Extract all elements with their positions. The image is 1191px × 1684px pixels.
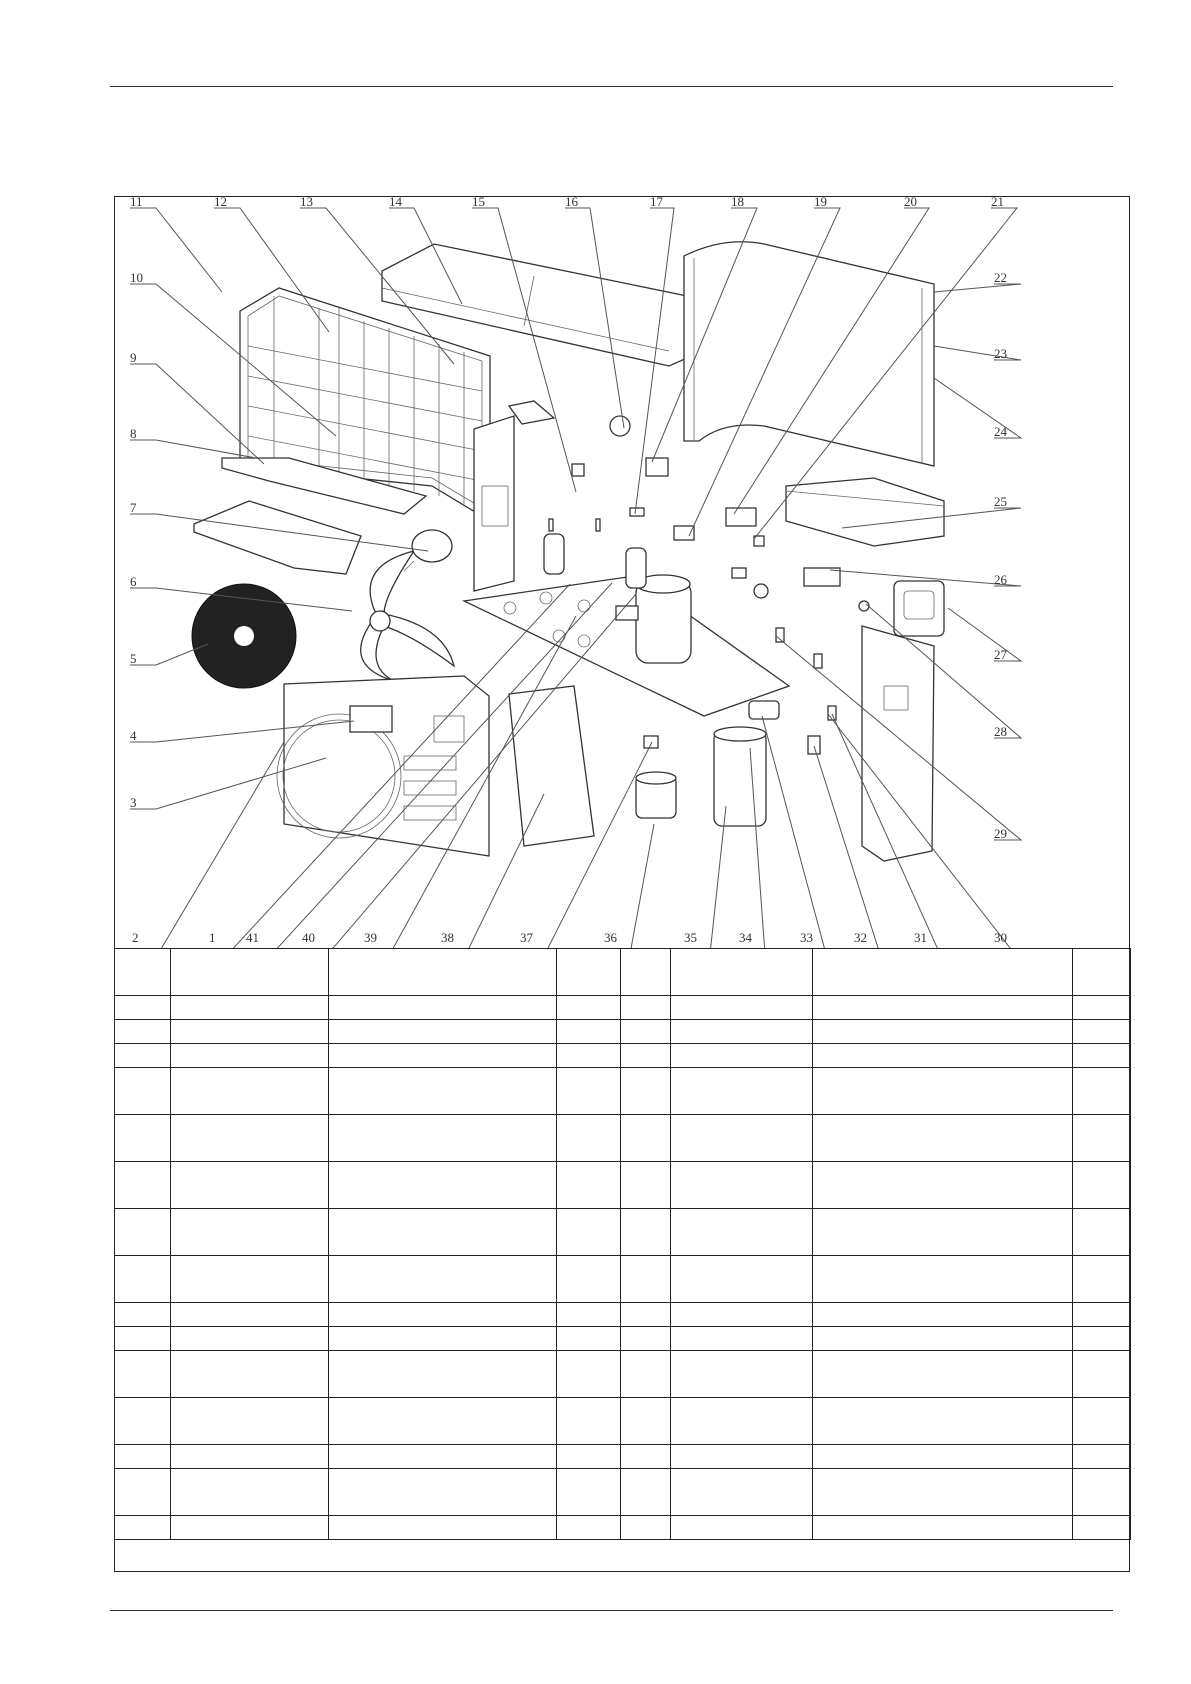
table-cell bbox=[1073, 1398, 1131, 1445]
table-cell bbox=[329, 1162, 557, 1209]
table-cell bbox=[557, 1209, 621, 1256]
table-cell bbox=[557, 1256, 621, 1303]
callout-18: 18 bbox=[731, 196, 744, 209]
table-cell bbox=[813, 1256, 1073, 1303]
callout-33: 33 bbox=[800, 930, 813, 945]
table-cell bbox=[557, 1327, 621, 1351]
table-cell bbox=[115, 1115, 171, 1162]
table-cell bbox=[671, 1303, 813, 1327]
callout-11: 11 bbox=[130, 196, 143, 209]
table-cell bbox=[557, 1044, 621, 1068]
table-cell bbox=[557, 1445, 621, 1469]
callout-40: 40 bbox=[302, 930, 315, 945]
table-cell bbox=[171, 1068, 329, 1115]
table-cell bbox=[329, 1445, 557, 1469]
callout-6: 6 bbox=[130, 574, 137, 589]
table-row bbox=[115, 1398, 1131, 1445]
table-cell bbox=[1073, 1020, 1131, 1044]
exploded-view-drawing bbox=[114, 196, 1130, 948]
callout-16: 16 bbox=[565, 196, 578, 209]
table-cell bbox=[813, 1303, 1073, 1327]
callout-21: 21 bbox=[991, 196, 1004, 209]
table-row bbox=[115, 1020, 1131, 1044]
header-rule bbox=[110, 86, 1113, 87]
table-cell bbox=[557, 1020, 621, 1044]
table-row bbox=[115, 1162, 1131, 1209]
callout-34: 34 bbox=[739, 930, 752, 945]
table-cell bbox=[329, 1209, 557, 1256]
callout-19: 19 bbox=[814, 196, 827, 209]
table-row bbox=[115, 1327, 1131, 1351]
table-cell bbox=[671, 1445, 813, 1469]
footer-rule bbox=[110, 1610, 1113, 1611]
table-cell bbox=[329, 1115, 557, 1162]
table-row bbox=[115, 949, 1131, 996]
callout-37: 37 bbox=[520, 930, 533, 945]
table-cell bbox=[171, 1398, 329, 1445]
table-cell bbox=[671, 1020, 813, 1044]
table-cell bbox=[621, 1256, 671, 1303]
table-cell bbox=[1073, 949, 1131, 996]
table-cell bbox=[115, 1445, 171, 1469]
table-cell bbox=[329, 1351, 557, 1398]
liquid-receiver bbox=[714, 701, 779, 826]
table-cell bbox=[329, 1020, 557, 1044]
table-cell bbox=[813, 1445, 1073, 1469]
table-cell bbox=[671, 1162, 813, 1209]
table-cell bbox=[557, 1398, 621, 1445]
table-cell bbox=[1073, 1469, 1131, 1516]
callout-31: 31 bbox=[914, 930, 927, 945]
callout-35: 35 bbox=[684, 930, 697, 945]
callout-5: 5 bbox=[130, 651, 137, 666]
table-row bbox=[115, 996, 1131, 1020]
table-cell bbox=[621, 1303, 671, 1327]
table-row bbox=[115, 1469, 1131, 1516]
table-cell bbox=[671, 1115, 813, 1162]
bottom-plate bbox=[194, 501, 361, 574]
table-row bbox=[115, 1516, 1131, 1540]
parts-list-table bbox=[114, 948, 1131, 1540]
table-cell bbox=[115, 1303, 171, 1327]
table-cell bbox=[171, 949, 329, 996]
table-cell bbox=[671, 1327, 813, 1351]
callout-27: 27 bbox=[994, 647, 1007, 662]
table-row bbox=[115, 1044, 1131, 1068]
callout-12: 12 bbox=[214, 196, 227, 209]
table-cell bbox=[329, 1068, 557, 1115]
callout-15: 15 bbox=[472, 196, 485, 209]
table-cell bbox=[557, 1303, 621, 1327]
table-cell bbox=[171, 1469, 329, 1516]
front-panel bbox=[277, 676, 489, 856]
table-cell bbox=[329, 1256, 557, 1303]
table-cell bbox=[813, 1469, 1073, 1516]
callout-39: 39 bbox=[364, 930, 377, 945]
table-cell bbox=[671, 1516, 813, 1540]
table-cell bbox=[671, 1068, 813, 1115]
table-cell bbox=[115, 949, 171, 996]
table-cell bbox=[557, 996, 621, 1020]
table-cell bbox=[671, 1469, 813, 1516]
table-cell bbox=[171, 996, 329, 1020]
callout-4: 4 bbox=[130, 728, 137, 743]
table-cell bbox=[115, 1256, 171, 1303]
callout-25: 25 bbox=[994, 494, 1007, 509]
table-cell bbox=[115, 1327, 171, 1351]
callout-26: 26 bbox=[994, 572, 1007, 587]
table-cell bbox=[115, 1044, 171, 1068]
callout-30: 30 bbox=[994, 930, 1007, 945]
table-cell bbox=[115, 1020, 171, 1044]
handle bbox=[894, 581, 944, 636]
electrical-box bbox=[786, 478, 944, 546]
table-cell bbox=[621, 1327, 671, 1351]
table-cell bbox=[813, 1115, 1073, 1162]
table-cell bbox=[1073, 996, 1131, 1020]
callout-41: 41 bbox=[246, 930, 259, 945]
table-cell bbox=[557, 1469, 621, 1516]
callout-36: 36 bbox=[604, 930, 617, 945]
table-cell bbox=[329, 1516, 557, 1540]
table-cell bbox=[813, 1327, 1073, 1351]
table-cell bbox=[813, 1516, 1073, 1540]
fan-blade bbox=[361, 551, 454, 681]
table-cell bbox=[115, 1398, 171, 1445]
table-row bbox=[115, 1445, 1131, 1469]
table-cell bbox=[1073, 1303, 1131, 1327]
table-cell bbox=[329, 1469, 557, 1516]
table-cell bbox=[171, 1162, 329, 1209]
table-cell bbox=[171, 1351, 329, 1398]
table-cell bbox=[1073, 1162, 1131, 1209]
callout-28: 28 bbox=[994, 724, 1007, 739]
table-cell bbox=[329, 1398, 557, 1445]
callout-1: 1 bbox=[209, 930, 216, 945]
table-cell bbox=[1073, 1209, 1131, 1256]
table-cell bbox=[621, 1469, 671, 1516]
table-cell bbox=[813, 996, 1073, 1020]
table-cell bbox=[671, 1044, 813, 1068]
callout-3: 3 bbox=[130, 795, 137, 810]
table-cell bbox=[813, 1044, 1073, 1068]
callout-17: 17 bbox=[650, 196, 663, 209]
table-cell bbox=[671, 949, 813, 996]
table-cell bbox=[329, 1044, 557, 1068]
right-side-panel bbox=[862, 626, 934, 861]
callout-10: 10 bbox=[130, 270, 143, 285]
table-cell bbox=[557, 1162, 621, 1209]
table-cell bbox=[813, 1162, 1073, 1209]
table-cell bbox=[621, 1115, 671, 1162]
table-cell bbox=[171, 1445, 329, 1469]
center-partition bbox=[474, 401, 554, 591]
table-cell bbox=[621, 1044, 671, 1068]
callout-24: 24 bbox=[994, 424, 1007, 439]
callout-14: 14 bbox=[389, 196, 402, 209]
callout-20: 20 bbox=[904, 196, 917, 209]
table-cell bbox=[1073, 1351, 1131, 1398]
table-cell bbox=[171, 1115, 329, 1162]
table-cell bbox=[115, 1516, 171, 1540]
callout-7: 7 bbox=[130, 500, 137, 515]
table-cell bbox=[171, 1044, 329, 1068]
table-cell bbox=[329, 949, 557, 996]
table-cell bbox=[671, 1351, 813, 1398]
table-cell bbox=[171, 1516, 329, 1540]
table-cell bbox=[621, 1020, 671, 1044]
callout-23: 23 bbox=[994, 346, 1007, 361]
table-cell bbox=[621, 1445, 671, 1469]
table-row bbox=[115, 1256, 1131, 1303]
table-cell bbox=[621, 1162, 671, 1209]
table-row bbox=[115, 1351, 1131, 1398]
table-cell bbox=[115, 1068, 171, 1115]
gas-liquid-separator bbox=[636, 772, 676, 818]
table-cell bbox=[671, 1209, 813, 1256]
table-cell bbox=[171, 1256, 329, 1303]
table-cell bbox=[1073, 1327, 1131, 1351]
table-cell bbox=[171, 1327, 329, 1351]
table-cell bbox=[1073, 1044, 1131, 1068]
table-cell bbox=[621, 1398, 671, 1445]
table-cell bbox=[621, 1351, 671, 1398]
table-cell bbox=[621, 996, 671, 1020]
table-cell bbox=[171, 1303, 329, 1327]
table-row bbox=[115, 1068, 1131, 1115]
callout-32: 32 bbox=[854, 930, 867, 945]
middle-side-panel bbox=[509, 686, 594, 846]
table-row bbox=[115, 1115, 1131, 1162]
parts-table-body bbox=[115, 949, 1131, 1540]
table-cell bbox=[671, 1256, 813, 1303]
table-row bbox=[115, 1209, 1131, 1256]
callout-13: 13 bbox=[300, 196, 313, 209]
callout-8: 8 bbox=[130, 426, 137, 441]
table-cell bbox=[813, 1398, 1073, 1445]
table-cell bbox=[329, 996, 557, 1020]
table-cell bbox=[557, 1351, 621, 1398]
table-cell bbox=[115, 1469, 171, 1516]
table-cell bbox=[621, 1068, 671, 1115]
table-cell bbox=[813, 1351, 1073, 1398]
table-cell bbox=[813, 1068, 1073, 1115]
table-cell bbox=[557, 1516, 621, 1540]
table-cell bbox=[621, 1209, 671, 1256]
table-cell bbox=[171, 1209, 329, 1256]
table-cell bbox=[1073, 1115, 1131, 1162]
table-cell bbox=[329, 1303, 557, 1327]
table-cell bbox=[1073, 1445, 1131, 1469]
table-cell bbox=[115, 1162, 171, 1209]
callout-2: 2 bbox=[132, 930, 139, 945]
table-cell bbox=[171, 1020, 329, 1044]
table-cell bbox=[557, 949, 621, 996]
table-cell bbox=[621, 949, 671, 996]
callout-38: 38 bbox=[441, 930, 454, 945]
table-cell bbox=[557, 1068, 621, 1115]
table-cell bbox=[813, 949, 1073, 996]
callout-22: 22 bbox=[994, 270, 1007, 285]
callout-9: 9 bbox=[130, 350, 137, 365]
table-cell bbox=[621, 1516, 671, 1540]
table-row bbox=[115, 1303, 1131, 1327]
table-cell bbox=[329, 1327, 557, 1351]
table-cell bbox=[1073, 1516, 1131, 1540]
table-cell bbox=[115, 1351, 171, 1398]
table-cell bbox=[557, 1115, 621, 1162]
table-cell bbox=[671, 996, 813, 1020]
table-cell bbox=[1073, 1256, 1131, 1303]
table-cell bbox=[115, 996, 171, 1020]
callout-29: 29 bbox=[994, 826, 1007, 841]
table-cell bbox=[1073, 1068, 1131, 1115]
table-cell bbox=[813, 1209, 1073, 1256]
fan-guard bbox=[192, 584, 296, 688]
table-cell bbox=[671, 1398, 813, 1445]
table-cell bbox=[115, 1209, 171, 1256]
table-cell bbox=[813, 1020, 1073, 1044]
